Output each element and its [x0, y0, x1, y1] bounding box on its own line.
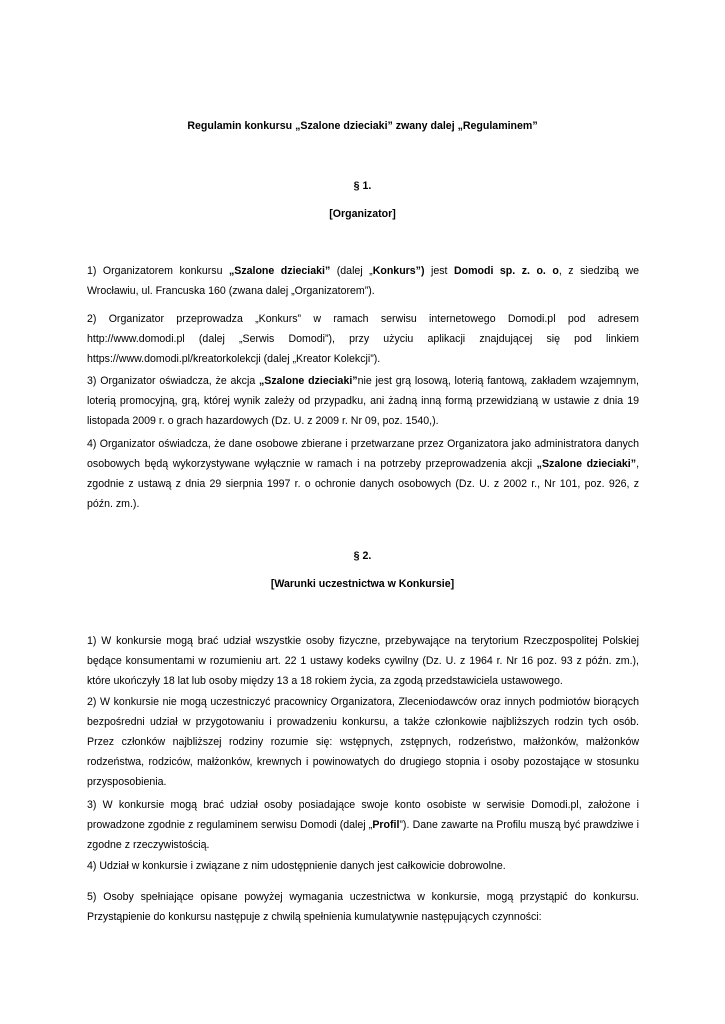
section-2-heading: [Warunki uczestnictwa w Konkursie] [270, 578, 455, 590]
document-title [0, 116, 725, 136]
section-2-paragraph-3: 3) W konkursie mogą brać udział osoby posiadające swoje konto osobiste w serwisie Domodi.pl, założone i prowadzone zgodnie z regulaminem serwisu Domodi (dalej „Profil”). Dane zawarte na Profilu muszą być prawdziwe i zgodne z rzeczywistością. [87, 799, 639, 851]
section-1-paragraph-4: 4) Organizator oświadcza, że dane osobowe zbierane i przetwarzane przez Organizatora jako administratora danych osobowych będą wykorzystywane wyłącznie w ramach i na potrzeby przeprowadzenia akcji „Szalone dzieciaki”, zgodnie z ustawą z dnia 29 sierpnia 1997 r. o ochronie danych osobowych (Dz. U. z 2002 r., Nr 101, poz. 926, z późn. zm.). [87, 438, 640, 510]
section-1-paragraph-2: 2) Organizator przeprowadza „Konkurs” w ramach serwisu internetowego Domodi.pl pod adresem http://www.domodi.pl (dalej „Serwis Domodi”), przy użyciu aplikacji znajdującej się pod linkiem https://www.domodi.pl/kreatorkolekcji (dalej „Kreator Kolekcji”). [87, 313, 639, 365]
section-2-paragraph-5: 5) Osoby spełniające opisane powyżej wymagania uczestnictwa w konkursie, mogą przystąpić do konkursu. Przystąpienie do konkursu następuje z chwilą spełnienia kumulatywnie następujących czynności: [87, 891, 639, 923]
section-1-number: § 1. [353, 180, 372, 192]
title-part-2: „Szalone dzieciaki” zwany dalej „Regulaminem” [295, 120, 538, 132]
title-part-1: Regulamin konkursu [187, 120, 296, 132]
section-1-paragraph-3: 3) Organizator oświadcza, że akcja „Szalone dzieciaki”nie jest grą losową, loterią fantową, zakładem wzajemnym, loterią promocyjną, grą, której wynik zależy od przypadku, ani żadną inną formą przewidzianą w ustawie z dnia 19 listopada 2009 r. o grach hazardowych (Dz. U. z 2009 r. Nr 09, poz. 1540,). [87, 375, 640, 427]
section-2-number: § 2. [353, 550, 372, 562]
section-2-paragraph-4: 4) Udział w konkursie i związane z nim udostępnienie danych jest całkowicie dobrowolne. [87, 860, 506, 872]
section-2-paragraph-1: 1) W konkursie mogą brać udział wszystkie osoby fizyczne, przebywające na terytorium Rzeczpospolitej Polskiej będące konsumentami w rozumieniu art. 22 1 ustawy kodeks cywilny (Dz. U. z 1964 r. Nr 16 poz. 93 z późn. zm.), które ukończyły 18 lat lub osoby między 13 a 18 rokiem życia, za zgodą przedstawiciela ustawowego. [87, 635, 639, 687]
section-1-heading: [Organizator] [329, 208, 396, 220]
section-1-paragraph-1: 1) Organizatorem konkursu „Szalone dzieciaki” (dalej „Konkurs”) jest Domodi sp. z. o. o, z siedzibą we Wrocławiu, ul. Francuska 160 (zwana dalej „Organizatorem”). [87, 265, 639, 297]
section-2-paragraph-2: 2) W konkursie nie mogą uczestniczyć pracownicy Organizatora, Zleceniodawców oraz innych podmiotów biorących bezpośredni udział w przygotowaniu i prowadzeniu konkursu, a także członkowie najbliższych rodzin tych osób. Przez członków najbliższej rodziny rozumie się: wstępnych, zstępnych, rodzeństwo, małżonków, małżonków rodzeństwa, rodziców, małżonków, krewnych i powinowatych do drugiego stopnia i osoby pozostające w stosunku przysposobienia. [87, 696, 639, 788]
